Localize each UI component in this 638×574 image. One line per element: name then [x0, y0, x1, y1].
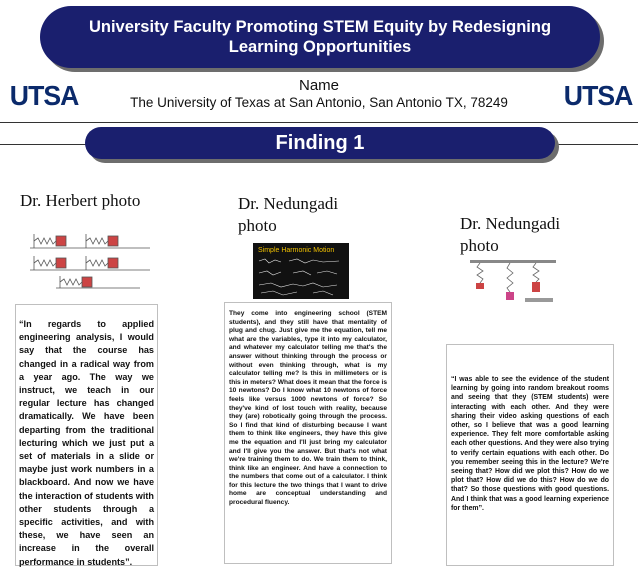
board-title: Simple Harmonic Motion: [258, 247, 335, 254]
divider-line-top: [0, 122, 638, 123]
section-banner: [85, 127, 555, 159]
quote-text-nedungadi-2: “I was able to see the evidence of the student learning by going into random breakout rooms and seeing that they (STEM students) were interacting with each other. And they were sharing their video asking questions of each other, so I believe that was a good learning experience. They felt more comfortable asking each other questions. And they were also trying to verify certain equations with each other. Do you remember seeing this in the lecture? We're seeing that? How did we plot this? How do we plot that? How did we do this? How do we do that? So those questions with good questions. And I think that was a good learning experience for them”.: [451, 376, 609, 512]
section-title: Finding 1: [275, 132, 365, 154]
quote-box-nedungadi-2: [446, 344, 614, 566]
quote-text-herbert: “In regards to applied engineering analysis, I would say that the course has changed in a radical way from a year ago. The way we instruct, we teach in our regular lecture has changed dramatically. We have been departing from the traditional lecturing which we just put a set of materials in a slide or maybe just work numbers in a blackboard. And now we have the interaction of students with other students through a specific activities, and with these, we have seen an increase in the overall performance in students”.: [19, 319, 154, 567]
utsa-logo-left: UTSA: [9, 80, 79, 111]
author-name: Name: [298, 77, 339, 94]
blackboard-image: [253, 243, 349, 299]
poster-title-banner: [40, 6, 600, 68]
photo-label-nedungadi-2: Dr. Nedungadi photo: [460, 214, 561, 255]
affiliation: The University of Texas at San Antonio, San Antonio TX, 78249: [130, 95, 508, 110]
spring-mass-diagram-image: [30, 226, 156, 290]
utsa-logo-right: UTSA: [563, 80, 633, 111]
hanging-springs-image: [470, 258, 556, 308]
photo-label-herbert: Dr. Herbert photo: [20, 191, 141, 210]
quote-box-nedungadi-1: [224, 302, 392, 564]
poster-title: University Faculty Promoting STEM Equity by Redesigning Learning Opportunities: [88, 18, 552, 56]
quote-box-herbert: [15, 304, 158, 566]
quote-text-nedungadi-1: They come into engineering school (STEM students), and they still have that mentality of plug and chug. Just give me the equation, tell me what are the variables, type it into my calculator, and whatever my calculator telling me that's the answer without thinking through the process or without even thinking through, what is my calculator telling me? Is this in millimeters or is this in meters? What does it mean that the force is 10 newtons? Do I know what 10 newtons of force feels like versus 1000 newtons of force? So they've kind of lost touch with reality, because they (are) robotically going through the process. So I find that kind of disturbing because I want them to think like engineers, they have this give me the equation and I'll just bring my calculator and I'll give you the answer. But that's not what we're training them to do. We train them to think, think like an engineer. And have a connection to the numbers that come out of a calculator. I think for this lecture the two things that I want to drive home are conceptual understanding and procedural fluency.: [229, 310, 387, 507]
photo-label-nedungadi-1: Dr. Nedungadi photo: [238, 194, 339, 235]
